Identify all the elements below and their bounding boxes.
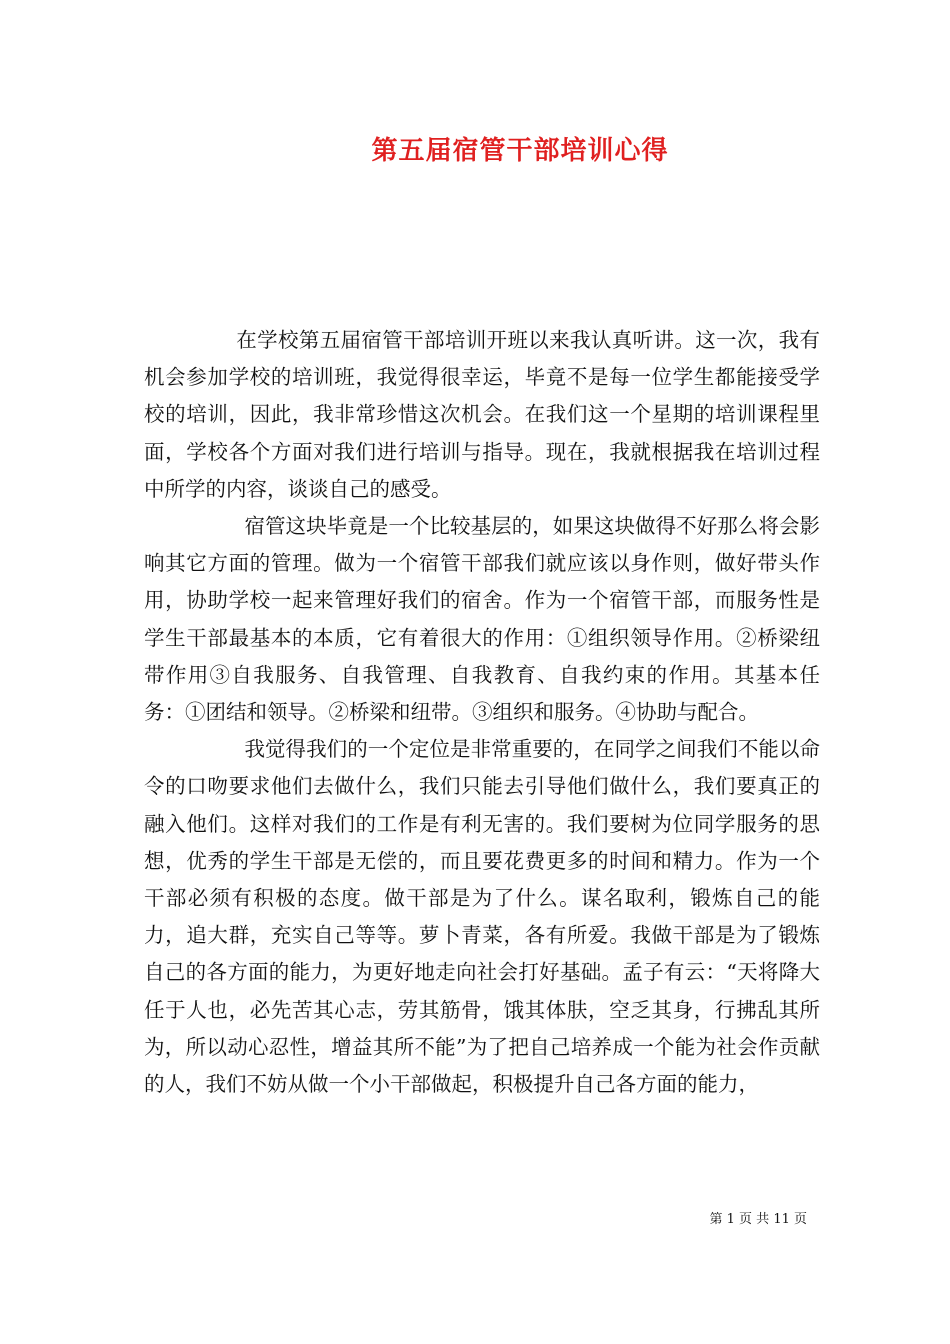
paragraph-1: 在学校第五届宿管干部培训开班以来我认真听讲。这一次，我有机会参加学校的培训班，我觉得很幸运，毕竟不是每一位学生都能接受学校的培训，因此，我非常珍惜这次机会。在我们这一个星期的培训课程里面，学校各个方面对我们进行培训与指导。现在，我就根据我在培训过程中所学的内容，谈谈自己的感受。	[144, 328, 820, 501]
paragraph-3: 我觉得我们的一个定位是非常重要的，在同学之间我们不能以命令的口吻要求他们去做什么，我们只能去引导他们做什么，我们要真正的融入他们。这样对我们的工作是有利无害的。我们要树为位同学服务的思想，优秀的学生干部是无偿的，而且要花费更多的时间和精力。作为一个干部必须有积极的态度。做干部是为了什么。谋名取利，锻炼自己的能力，追大群，充实自己等等。萝卜青菜，各有所爱。我做干部是为了锻炼自己的各方面的能力，为更好地走向社会打好基础。孟子有云：“天将降大任于人也，必先苦其心志，劳其筋骨，饿其体肤，空乏其身，行拂乱其所为，所以动心忍性，增益其所不能”为了把自己培养成一个能为社会作贡献的人，我们不妨从做一个小干部做起，积极提升自己各方面的能力，	[144, 737, 820, 1097]
paragraph-2: 宿管这块毕竟是一个比较基层的，如果这块做得不好那么将会影响其它方面的管理。做为一个宿管干部我们就应该以身作则，做好带头作用，协助学校一起来管理好我们的宿舍。作为一个宿管干部，而服务性是学生干部最基本的本质，它有着很大的作用：①组织领导作用。②桥梁纽带作用③自我服务、自我管理、自我教育、自我约束的作用。其基本任务：①团结和领导。②桥梁和纽带。③组织和服务。④协助与配合。	[144, 514, 820, 725]
document-body	[144, 322, 820, 1103]
page-footer: 第 1 页 共 11 页	[709, 1212, 807, 1227]
page-title: 第五届宿管干部培训心得	[371, 136, 669, 166]
